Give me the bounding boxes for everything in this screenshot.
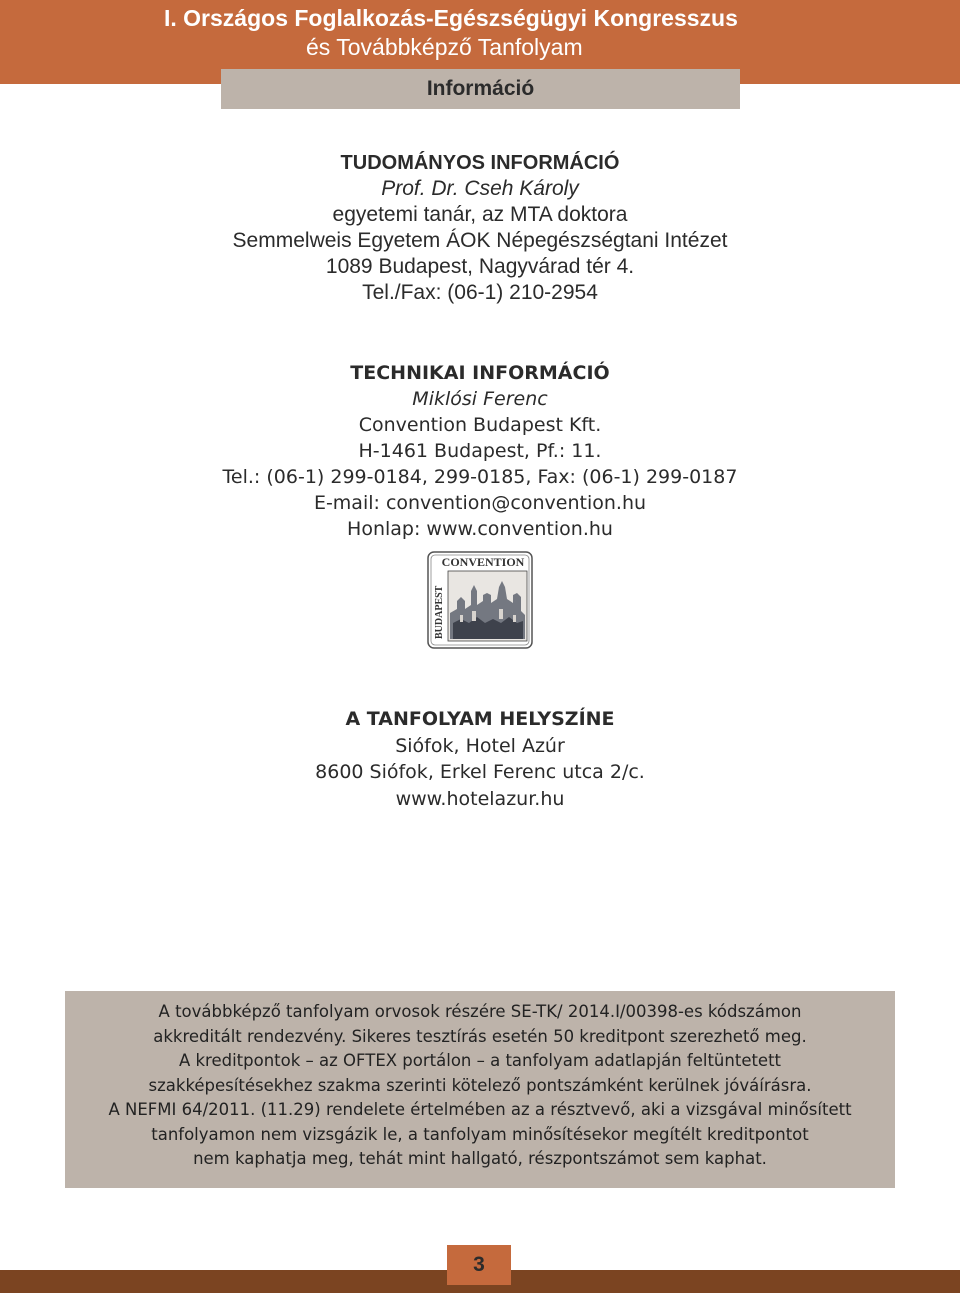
accreditation-text bbox=[65, 1000, 895, 1172]
section-label: Információ bbox=[426, 77, 535, 100]
venue-section bbox=[0, 706, 960, 812]
accreditation-line: szakképesítésekhez szakma szerinti kötelező pontszámként kerülnek jóváírásra. bbox=[148, 1075, 812, 1095]
scientific-info-section bbox=[0, 150, 960, 306]
venue-heading: A TANFOLYAM HELYSZÍNE bbox=[345, 708, 615, 730]
technical-email[interactable]: E-mail: convention@convention.hu bbox=[313, 492, 647, 514]
accreditation-line: A továbbképző tanfolyam orvosok részére SE-TK/ 2014.I/00398-es kódszámon bbox=[158, 1002, 802, 1021]
technical-heading: TECHNIKAI INFORMÁCIÓ bbox=[350, 362, 610, 384]
technical-address: H-1461 Budapest, Pf.: 11. bbox=[358, 440, 602, 462]
accreditation-line: A NEFMI 64/2011. (11.29) rendelete értelmében az a résztvevő, aki a vizsgával minősített bbox=[108, 1100, 852, 1119]
scientific-address: 1089 Budapest, Nagyvárad tér 4. bbox=[325, 255, 635, 278]
logo-top-text: CONVENTION bbox=[441, 555, 525, 569]
page-number: 3 bbox=[473, 1253, 485, 1276]
page-number-box bbox=[447, 1245, 511, 1285]
scientific-heading: TUDOMÁNYOS INFORMÁCIÓ bbox=[340, 152, 620, 174]
accreditation-line: akkreditált rendezvény. Sikeres tesztírás esetén 50 kreditpont szerezhető meg. bbox=[153, 1026, 807, 1046]
venue-hotel: Siófok, Hotel Azúr bbox=[395, 734, 565, 757]
technical-company: Convention Budapest Kft. bbox=[358, 414, 602, 436]
logo-side-text: BUDAPEST bbox=[434, 585, 445, 639]
venue-address: 8600 Siófok, Erkel Ferenc utca 2/c. bbox=[315, 761, 645, 783]
accreditation-line: tanfolyamon nem vizsgázik le, a tanfolyam minősítésekor megítélt kreditpontot bbox=[151, 1124, 809, 1144]
scientific-institute: Semmelweis Egyetem ÁOK Népegészségtani Intézet bbox=[232, 229, 728, 252]
scientific-title: egyetemi tanár, az MTA doktora bbox=[332, 203, 628, 226]
venue-website[interactable]: www.hotelazur.hu bbox=[395, 787, 565, 810]
scientific-phone: Tel./Fax: (06-1) 210-2954 bbox=[362, 281, 598, 304]
scientific-contact-name: Prof. Dr. Cseh Károly bbox=[381, 177, 579, 200]
technical-website[interactable]: Honlap: www.convention.hu bbox=[347, 518, 613, 540]
accreditation-box bbox=[65, 991, 895, 1188]
convention-budapest-logo bbox=[427, 551, 533, 649]
technical-contact-name: Miklósi Ferenc bbox=[412, 388, 548, 410]
technical-phone: Tel.: (06-1) 299-0184, 299-0185, Fax: (06-1) 299-0187 bbox=[222, 466, 738, 488]
congress-title: I. Országos Foglalkozás-Egészségügyi Kongresszus bbox=[164, 5, 738, 31]
accreditation-line: nem kaphatja meg, tehát mint hallgató, részpontszámot sem kaphat. bbox=[193, 1149, 767, 1168]
congress-subtitle: és Továbbképző Tanfolyam bbox=[306, 34, 583, 60]
accreditation-line: A kreditpontok – az OFTEX portálon – a tanfolyam adatlapján feltüntetett bbox=[178, 1051, 782, 1070]
section-label-bar bbox=[221, 69, 740, 109]
technical-info-section bbox=[0, 360, 960, 542]
